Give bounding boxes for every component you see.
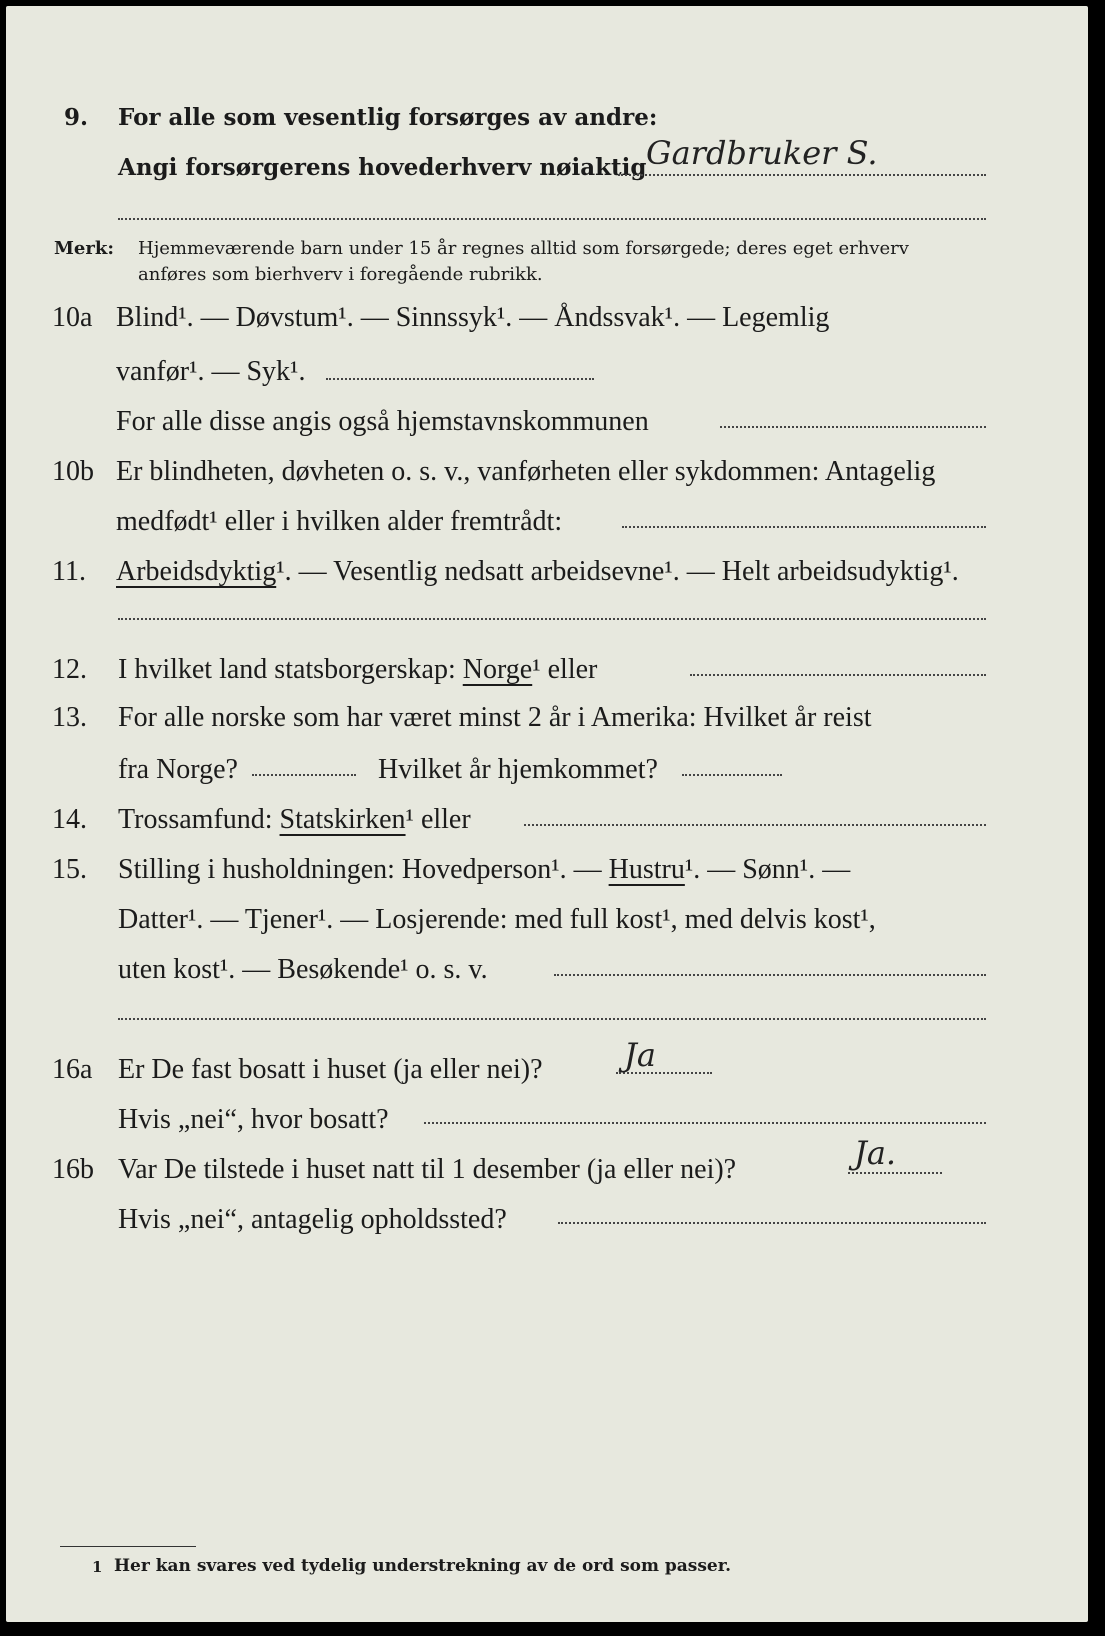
q14-number: 14. [52, 804, 87, 835]
q14-option-statskirken: Statskirken [279, 804, 406, 835]
q16b-answer-line [848, 1172, 942, 1174]
q13-year-returned-line [682, 774, 782, 776]
q15-line1b: ¹. — Sønn¹. — [684, 854, 851, 885]
q10a-line2: vanfør¹. — Syk¹. [116, 356, 306, 387]
merk-line1: Hjemmeværende barn under 15 år regnes alltid som forsørgede; deres eget erhverv [138, 238, 909, 259]
q9-extra-line [118, 218, 986, 220]
q16a-residence-line [424, 1122, 986, 1124]
q15-line1 [118, 854, 850, 886]
q12-rest: ¹ eller [532, 654, 598, 685]
footnote-mark: 1 [92, 1558, 103, 1576]
q10b-answer-line [622, 526, 986, 528]
q9-handwritten-answer: Gardbruker S. [646, 134, 878, 172]
q10b-number: 10b [52, 456, 94, 487]
q15-line3: uten kost¹. — Besøkende¹ o. s. v. [118, 954, 488, 985]
q10b-line1: Er blindheten, døvheten o. s. v., vanførheten eller sykdommen: Antagelig [116, 456, 936, 487]
q15-option-hustru: Hustru [608, 854, 685, 885]
q12-option-norge: Norge [462, 654, 533, 685]
q15-line1a: Stilling i husholdningen: Hovedperson¹. — [118, 854, 602, 885]
q10a-line3: For alle disse angis også hjemstavnskommunen [116, 406, 649, 437]
q12-number: 12. [52, 654, 87, 685]
q14-text [118, 804, 471, 836]
q11-text [116, 556, 959, 588]
q16b-handwritten-answer: Ja. [854, 1134, 897, 1172]
q13-year-left-line [252, 774, 356, 776]
q10a-number: 10a [52, 302, 93, 333]
q11-rest: ¹. — Vesentlig nedsatt arbeidsevne¹. — Helt arbeidsudyktig¹. [276, 556, 959, 587]
q15-answer-line [554, 974, 986, 976]
footnote-text: Her kan svares ved tydelig understrekning av de ord som passer. [114, 1556, 732, 1576]
q15-extra-line [118, 1018, 986, 1020]
q10a-line3-answer [720, 426, 986, 428]
q16a-handwritten-answer: Ja [624, 1036, 656, 1074]
q9-line2: Angi forsørgerens hovederhverv nøiaktig [118, 154, 647, 181]
q12-label: I hvilket land statsborgerskap: [118, 654, 456, 685]
q11-answer-line [118, 618, 986, 620]
q11-number: 11. [52, 556, 86, 587]
q10a-line1: Blind¹. — Døvstum¹. — Sinnssyk¹. — Åndssvak¹. — Legemlig [116, 302, 830, 333]
q13-line2b: Hvilket år hjemkommet? [378, 754, 658, 785]
merk-line2: anføres som bierhverv i foregående rubrikk. [138, 264, 543, 285]
q10a-line2-answer [326, 378, 594, 380]
q16b-number: 16b [52, 1154, 94, 1185]
q9-number: 9. [64, 104, 89, 131]
q14-answer-line [524, 824, 986, 826]
q15-line2: Datter¹. — Tjener¹. — Losjerende: med full kost¹, med delvis kost¹, [118, 904, 876, 935]
q13-line2a: fra Norge? [118, 754, 238, 785]
merk-label: Merk: [54, 238, 114, 259]
q16b-line2: Hvis „nei“, antagelig opholdssted? [118, 1204, 507, 1235]
q16b-line1: Var De tilstede i huset natt til 1 desember (ja eller nei)? [118, 1154, 737, 1185]
q15-number: 15. [52, 854, 87, 885]
q16a-line1: Er De fast bosatt i huset (ja eller nei)? [118, 1054, 543, 1085]
q9-line1: For alle som vesentlig forsørges av andre: [118, 104, 658, 131]
q11-option-arbeidsdyktig: Arbeidsdyktig [116, 556, 277, 587]
q14-rest: ¹ eller [405, 804, 471, 835]
q10b-line2: medfødt¹ eller i hvilken alder fremtrådt: [116, 506, 563, 537]
q16b-location-line [558, 1222, 986, 1224]
q14-label: Trossamfund: [118, 804, 273, 835]
q9-answer-line [618, 174, 986, 176]
q13-number: 13. [52, 702, 87, 733]
q16a-line2: Hvis „nei“, hvor bosatt? [118, 1104, 389, 1135]
q12-answer-line [690, 674, 986, 676]
footnote-rule [60, 1546, 196, 1547]
q16a-number: 16a [52, 1054, 93, 1085]
q12-text [118, 654, 597, 686]
q13-line1: For alle norske som har været minst 2 år i Amerika: Hvilket år reist [118, 702, 872, 733]
census-form-page [6, 6, 1088, 1622]
